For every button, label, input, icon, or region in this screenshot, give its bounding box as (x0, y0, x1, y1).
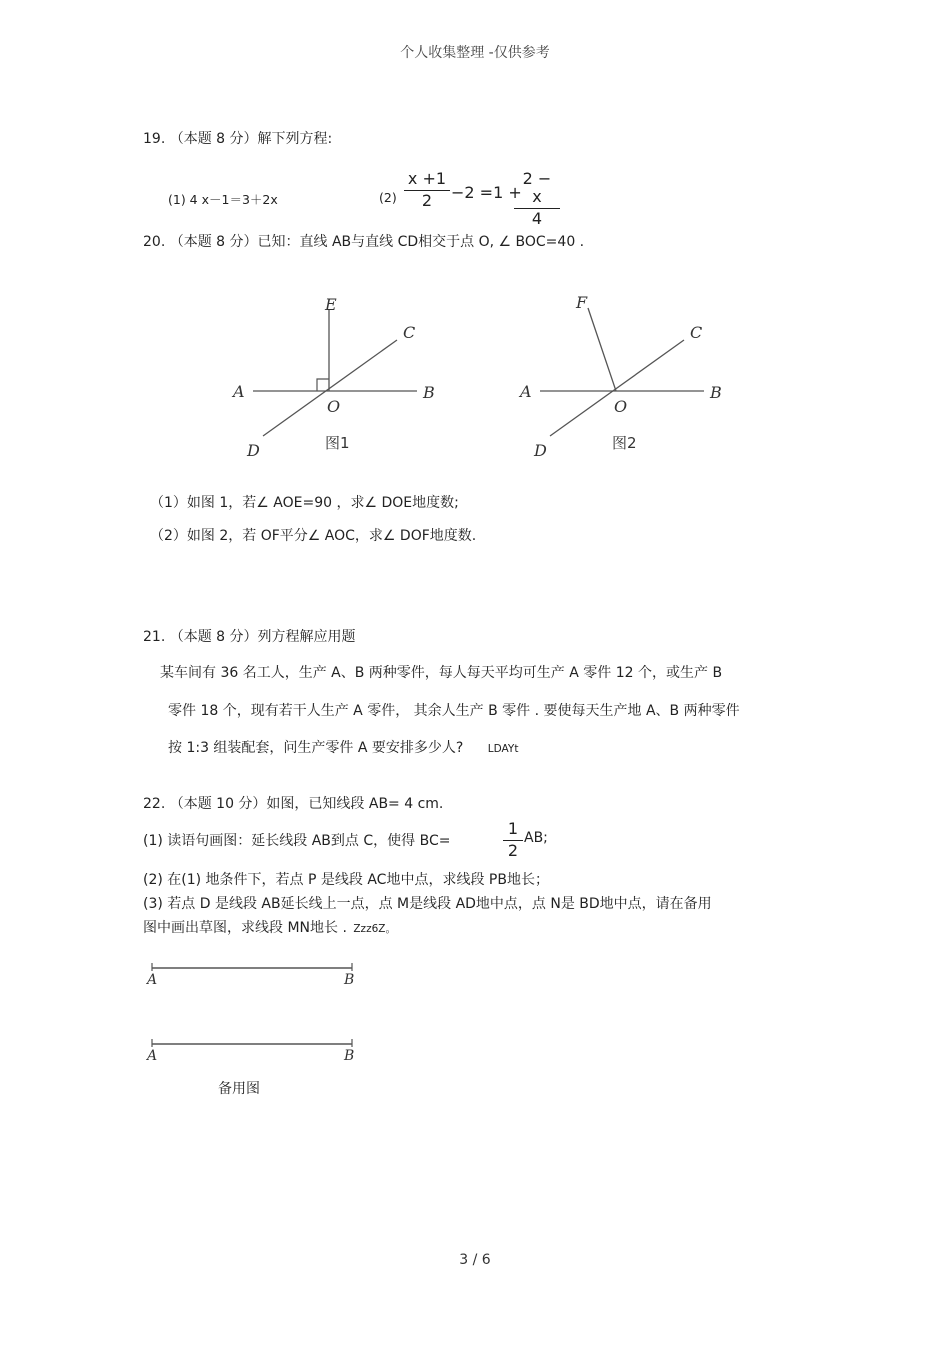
label-b: B (344, 1048, 355, 1064)
label-a: A (147, 1048, 158, 1064)
q20-title: 20. （本题 8 分）已知：直线 AB与直线 CD相交于点 O, ∠ BOC=40 . (143, 234, 585, 250)
q21-title: 21. （本题 8 分）列方程解应用题 (143, 629, 356, 645)
label-o: O (614, 397, 628, 416)
label-a: A (520, 382, 532, 401)
label-d: D (534, 441, 547, 460)
q19-fraction-2-numerator: 2 − x (522, 169, 552, 206)
figure-1-caption: 图1 (325, 434, 350, 452)
q19-fraction-2 (514, 170, 560, 228)
line-cd (263, 340, 397, 436)
q22-title: 22. （本题 10 分）如图，已知线段 AB= 4 cm. (143, 796, 444, 812)
label-o: O (327, 397, 341, 416)
q22-fraction-numerator: 1 (507, 819, 519, 838)
ray-of (588, 308, 616, 391)
label-d: D (247, 441, 260, 460)
q21-line1: 某车间有 36 名工人，生产 A、B 两种零件，每人每天平均可生产 A 零件 12 个，或生产 B (160, 665, 723, 681)
label-f: F (576, 293, 588, 312)
q22-sub3-line2 (143, 917, 396, 937)
q19-fraction-1-numerator: x +1 (407, 169, 447, 188)
spare-figure-caption: 备用图 (218, 1081, 260, 1097)
q20-sub1: （1）如图 1，若∠ AOE=90 ，求∠ DOE地度数; (150, 495, 459, 511)
q19-fraction-1-denominator: 2 (421, 191, 433, 210)
q20-figure-2 (512, 288, 742, 468)
page-header: 个人收集整理 -仅供参考 (400, 45, 550, 61)
q22-spare-segment-ab (140, 1034, 370, 1070)
q22-segment-ab (140, 958, 370, 994)
q19-fraction-1 (404, 170, 450, 210)
q20-sub2: （2）如图 2，若 OF平分∠ AOC，求∠ DOF地度数. (150, 528, 477, 544)
q19-part1: (1) 4 x－1＝3＋2x (168, 192, 278, 207)
q19-part2-label: (2) (379, 190, 397, 205)
q19-fraction-2-denominator: 4 (531, 209, 543, 228)
label-b: B (423, 383, 435, 402)
label-b: B (710, 383, 722, 402)
q22-sub1-post: AB; (524, 830, 548, 846)
q22-watermark: Zzz6Z。 (353, 923, 396, 935)
page-number: 3 / 6 (459, 1252, 491, 1268)
q21-watermark: LDAYt (487, 743, 519, 755)
q19-operator: −2 =1 + (451, 183, 522, 202)
label-c: C (403, 323, 416, 342)
q20-figure-1 (225, 288, 455, 468)
label-b: B (344, 972, 355, 988)
label-c: C (690, 323, 703, 342)
q21-line3-text: 按 1:3 组装配套，问生产零件 A 要安排多少人? (168, 740, 464, 756)
q22-sub2: (2) 在(1) 地条件下，若点 P 是线段 AC地中点，求线段 PB地长； (143, 872, 549, 888)
figure-2-caption: 图2 (612, 434, 637, 452)
label-a: A (147, 972, 158, 988)
q22-sub3-line2-text: 图中画出草图，求线段 MN地长 . (143, 920, 347, 936)
right-angle-mark (317, 379, 329, 391)
line-cd (550, 340, 684, 436)
q22-sub3-line1: (3) 若点 D 是线段 AB延长线上一点，点 M是线段 AD地中点，点 N是 BD地中点，请在备用 (143, 896, 712, 912)
q19-title: 19. （本题 8 分）解下列方程: (143, 131, 333, 147)
q21-line3 (168, 737, 518, 757)
label-e: E (325, 295, 337, 314)
q21-line2: 零件 18 个，现有若干人生产 A 零件， 其余人生产 B 零件 . 要使每天生产地 A、B 两种零件 (168, 703, 740, 719)
label-a: A (233, 382, 245, 401)
q22-fraction-denominator: 2 (507, 841, 519, 860)
q22-sub1-pre: (1) 读语句画图：延长线段 AB到点 C，使得 BC= (143, 833, 451, 849)
q22-fraction (503, 820, 523, 860)
